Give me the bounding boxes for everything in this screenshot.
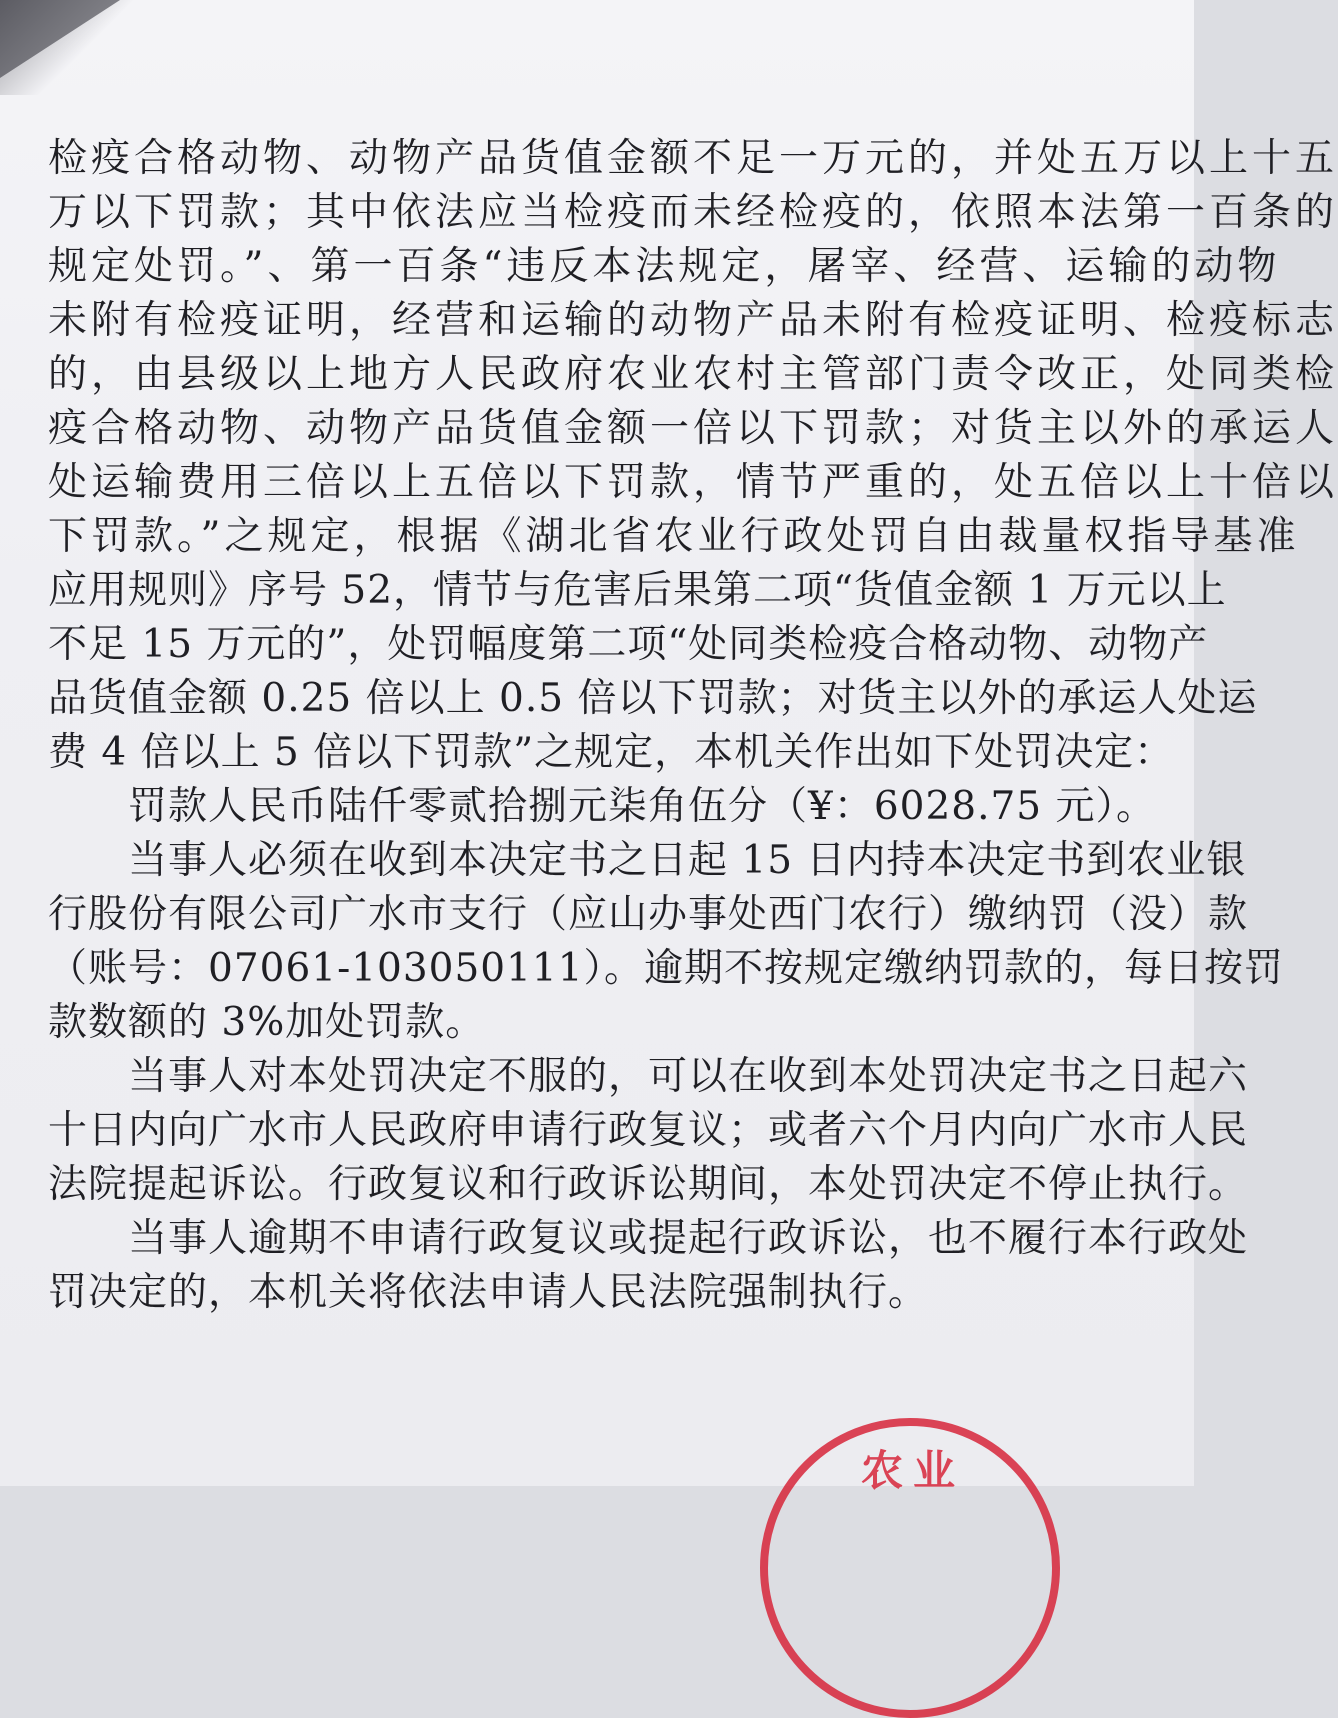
text-line: 款数额的 3%加处罚款。: [48, 1000, 486, 1045]
text-line: 下罚款。”之规定，根据《湖北省农业行政处罚自由裁量权指导基准: [48, 514, 1300, 559]
text-line: 当事人必须在收到本决定书之日起 15 日内持本决定书到农业银: [128, 838, 1247, 883]
text-line: 的，由县级以上地方人民政府农业农村主管部门责令改正，处同类检: [48, 352, 1338, 397]
text-line: 当事人逾期不申请行政复议或提起行政诉讼，也不履行本行政处: [128, 1216, 1249, 1261]
seal-text: 农业: [860, 1446, 965, 1495]
text-line: 当事人对本处罚决定不服的，可以在收到本处罚决定书之日起六: [128, 1054, 1249, 1099]
text-line: 疫合格动物、动物产品货值金额一倍以下罚款；对货主以外的承运人: [48, 406, 1338, 451]
text-line: 十日内向广水市人民政府申请行政复议；或者六个月内向广水市人民: [48, 1108, 1249, 1153]
official-seal: [760, 1418, 1060, 1718]
document-body: [48, 132, 1338, 1320]
text-line: 应用规则》序号 52，情节与危害后果第二项“货值金额 1 万元以上: [48, 568, 1227, 613]
text-line: 未附有检疫证明，经营和运输的动物产品未附有检疫证明、检疫标志: [48, 298, 1338, 343]
text-line: 费 4 倍以上 5 倍以下罚款”之规定，本机关作出如下处罚决定：: [48, 730, 1175, 775]
text-line: 不足 15 万元的”，处罚幅度第二项“处同类检疫合格动物、动物产: [48, 622, 1209, 667]
text-line: 行股份有限公司广水市支行（应山办事处西门农行）缴纳罚（没）款: [48, 892, 1249, 937]
page-corner-fold: [0, 0, 150, 95]
fine-amount-line: 罚款人民币陆仟零贰拾捌元柒角伍分（¥：6028.75 元）。: [128, 784, 1156, 829]
text-line: 品货值金额 0.25 倍以上 0.5 倍以下罚款；对货主以外的承运人处运: [48, 676, 1258, 721]
text-line: 法院提起诉讼。行政复议和行政诉讼期间，本处罚决定不停止执行。: [48, 1162, 1249, 1207]
account-number-line: （账号：07061-103050111）。逾期不按规定缴纳罚款的，每日按罚: [48, 946, 1285, 991]
text-line: 万以下罚款；其中依法应当检疫而未经检疫的，依照本法第一百条的: [48, 190, 1338, 235]
text-line: 罚决定的，本机关将依法申请人民法院强制执行。: [48, 1270, 929, 1315]
text-line: 规定处罚。”、第一百条“违反本法规定，屠宰、经营、运输的动物: [48, 244, 1281, 289]
text-line: 处运输费用三倍以上五倍以下罚款，情节严重的，处五倍以上十倍以: [48, 460, 1338, 505]
text-line: 检疫合格动物、动物产品货值金额不足一万元的，并处五万以上十五: [48, 136, 1338, 181]
